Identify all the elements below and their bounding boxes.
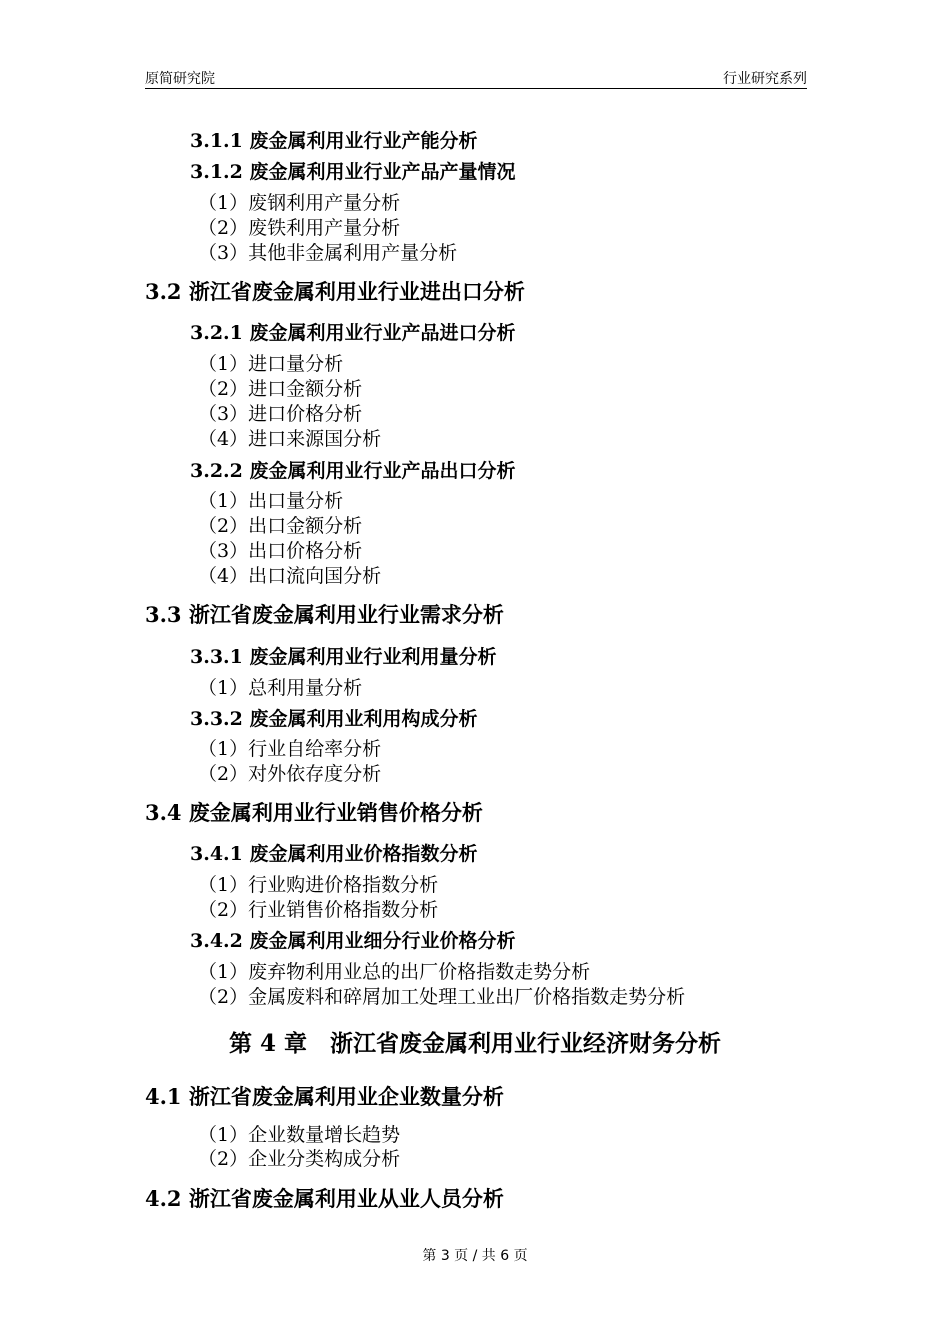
toc-entry-level4: （2）出口金额分析 (198, 515, 363, 537)
toc-entry-level2: 3.2 浙江省废金属利用业行业进出口分析 (145, 279, 525, 304)
header-right-series: 行业研究系列 (723, 71, 807, 87)
toc-entry-level4: （2）金属废料和碎屑加工处理工业出厂价格指数走势分析 (198, 986, 686, 1008)
toc-entry-level3: 3.4.1 废金属利用业价格指数分析 (190, 843, 478, 865)
toc-entry-level4: （4）出口流向国分析 (198, 565, 382, 587)
toc-entry-level4: （3）出口价格分析 (198, 540, 363, 562)
toc-entry-level3: 3.1.2 废金属利用业行业产品产量情况 (190, 161, 516, 183)
toc-entry-level4: （1）进口量分析 (198, 353, 344, 375)
toc-entry-level3: 3.1.1 废金属利用业行业产能分析 (190, 130, 478, 152)
toc-entry-level2: 4.2 浙江省废金属利用业从业人员分析 (145, 1186, 504, 1211)
header-left-org: 原简研究院 (145, 71, 215, 87)
toc-entry-level2: 4.1 浙江省废金属利用业企业数量分析 (145, 1084, 504, 1109)
toc-entry-level3: 3.3.2 废金属利用业利用构成分析 (190, 708, 478, 730)
toc-entry-level4: （2）进口金额分析 (198, 378, 363, 400)
toc-entry-level4: （1）废弃物利用业总的出厂价格指数走势分析 (198, 961, 591, 983)
toc-entry-level4: （3）进口价格分析 (198, 403, 363, 425)
toc-entry-level4: （1）企业数量增长趋势 (198, 1124, 401, 1146)
toc-entry-level4: （3）其他非金属利用产量分析 (198, 242, 458, 264)
toc-entry-level3: 3.3.1 废金属利用业行业利用量分析 (190, 646, 497, 668)
page-footer: 第 3 页 / 共 6 页 (422, 1248, 528, 1264)
toc-entry-level4: （1）总利用量分析 (198, 677, 363, 699)
toc-entry-level4: （2）行业销售价格指数分析 (198, 899, 439, 921)
toc-entry-level4: （2）废铁利用产量分析 (198, 217, 401, 239)
chapter-heading: 第 4 章 浙江省废金属利用业行业经济财务分析 (228, 1030, 722, 1057)
toc-entry-level4: （1）行业购进价格指数分析 (198, 874, 439, 896)
toc-entry-level2: 3.4 废金属利用业行业销售价格分析 (145, 800, 483, 825)
toc-entry-level3: 3.2.1 废金属利用业行业产品进口分析 (190, 322, 516, 344)
page-header (145, 66, 807, 89)
toc-entry-level4: （2）对外依存度分析 (198, 763, 382, 785)
toc-entry-level4: （1）行业自给率分析 (198, 738, 382, 760)
toc-entry-level4: （2）企业分类构成分析 (198, 1148, 401, 1170)
toc-entry-level2: 3.3 浙江省废金属利用业行业需求分析 (145, 602, 504, 627)
toc-entry-level4: （1）废钢利用产量分析 (198, 192, 401, 214)
toc-entry-level3: 3.2.2 废金属利用业行业产品出口分析 (190, 460, 516, 482)
toc-entry-level3: 3.4.2 废金属利用业细分行业价格分析 (190, 930, 516, 952)
toc-entry-level4: （1）出口量分析 (198, 490, 344, 512)
toc-entry-level4: （4）进口来源国分析 (198, 428, 382, 450)
